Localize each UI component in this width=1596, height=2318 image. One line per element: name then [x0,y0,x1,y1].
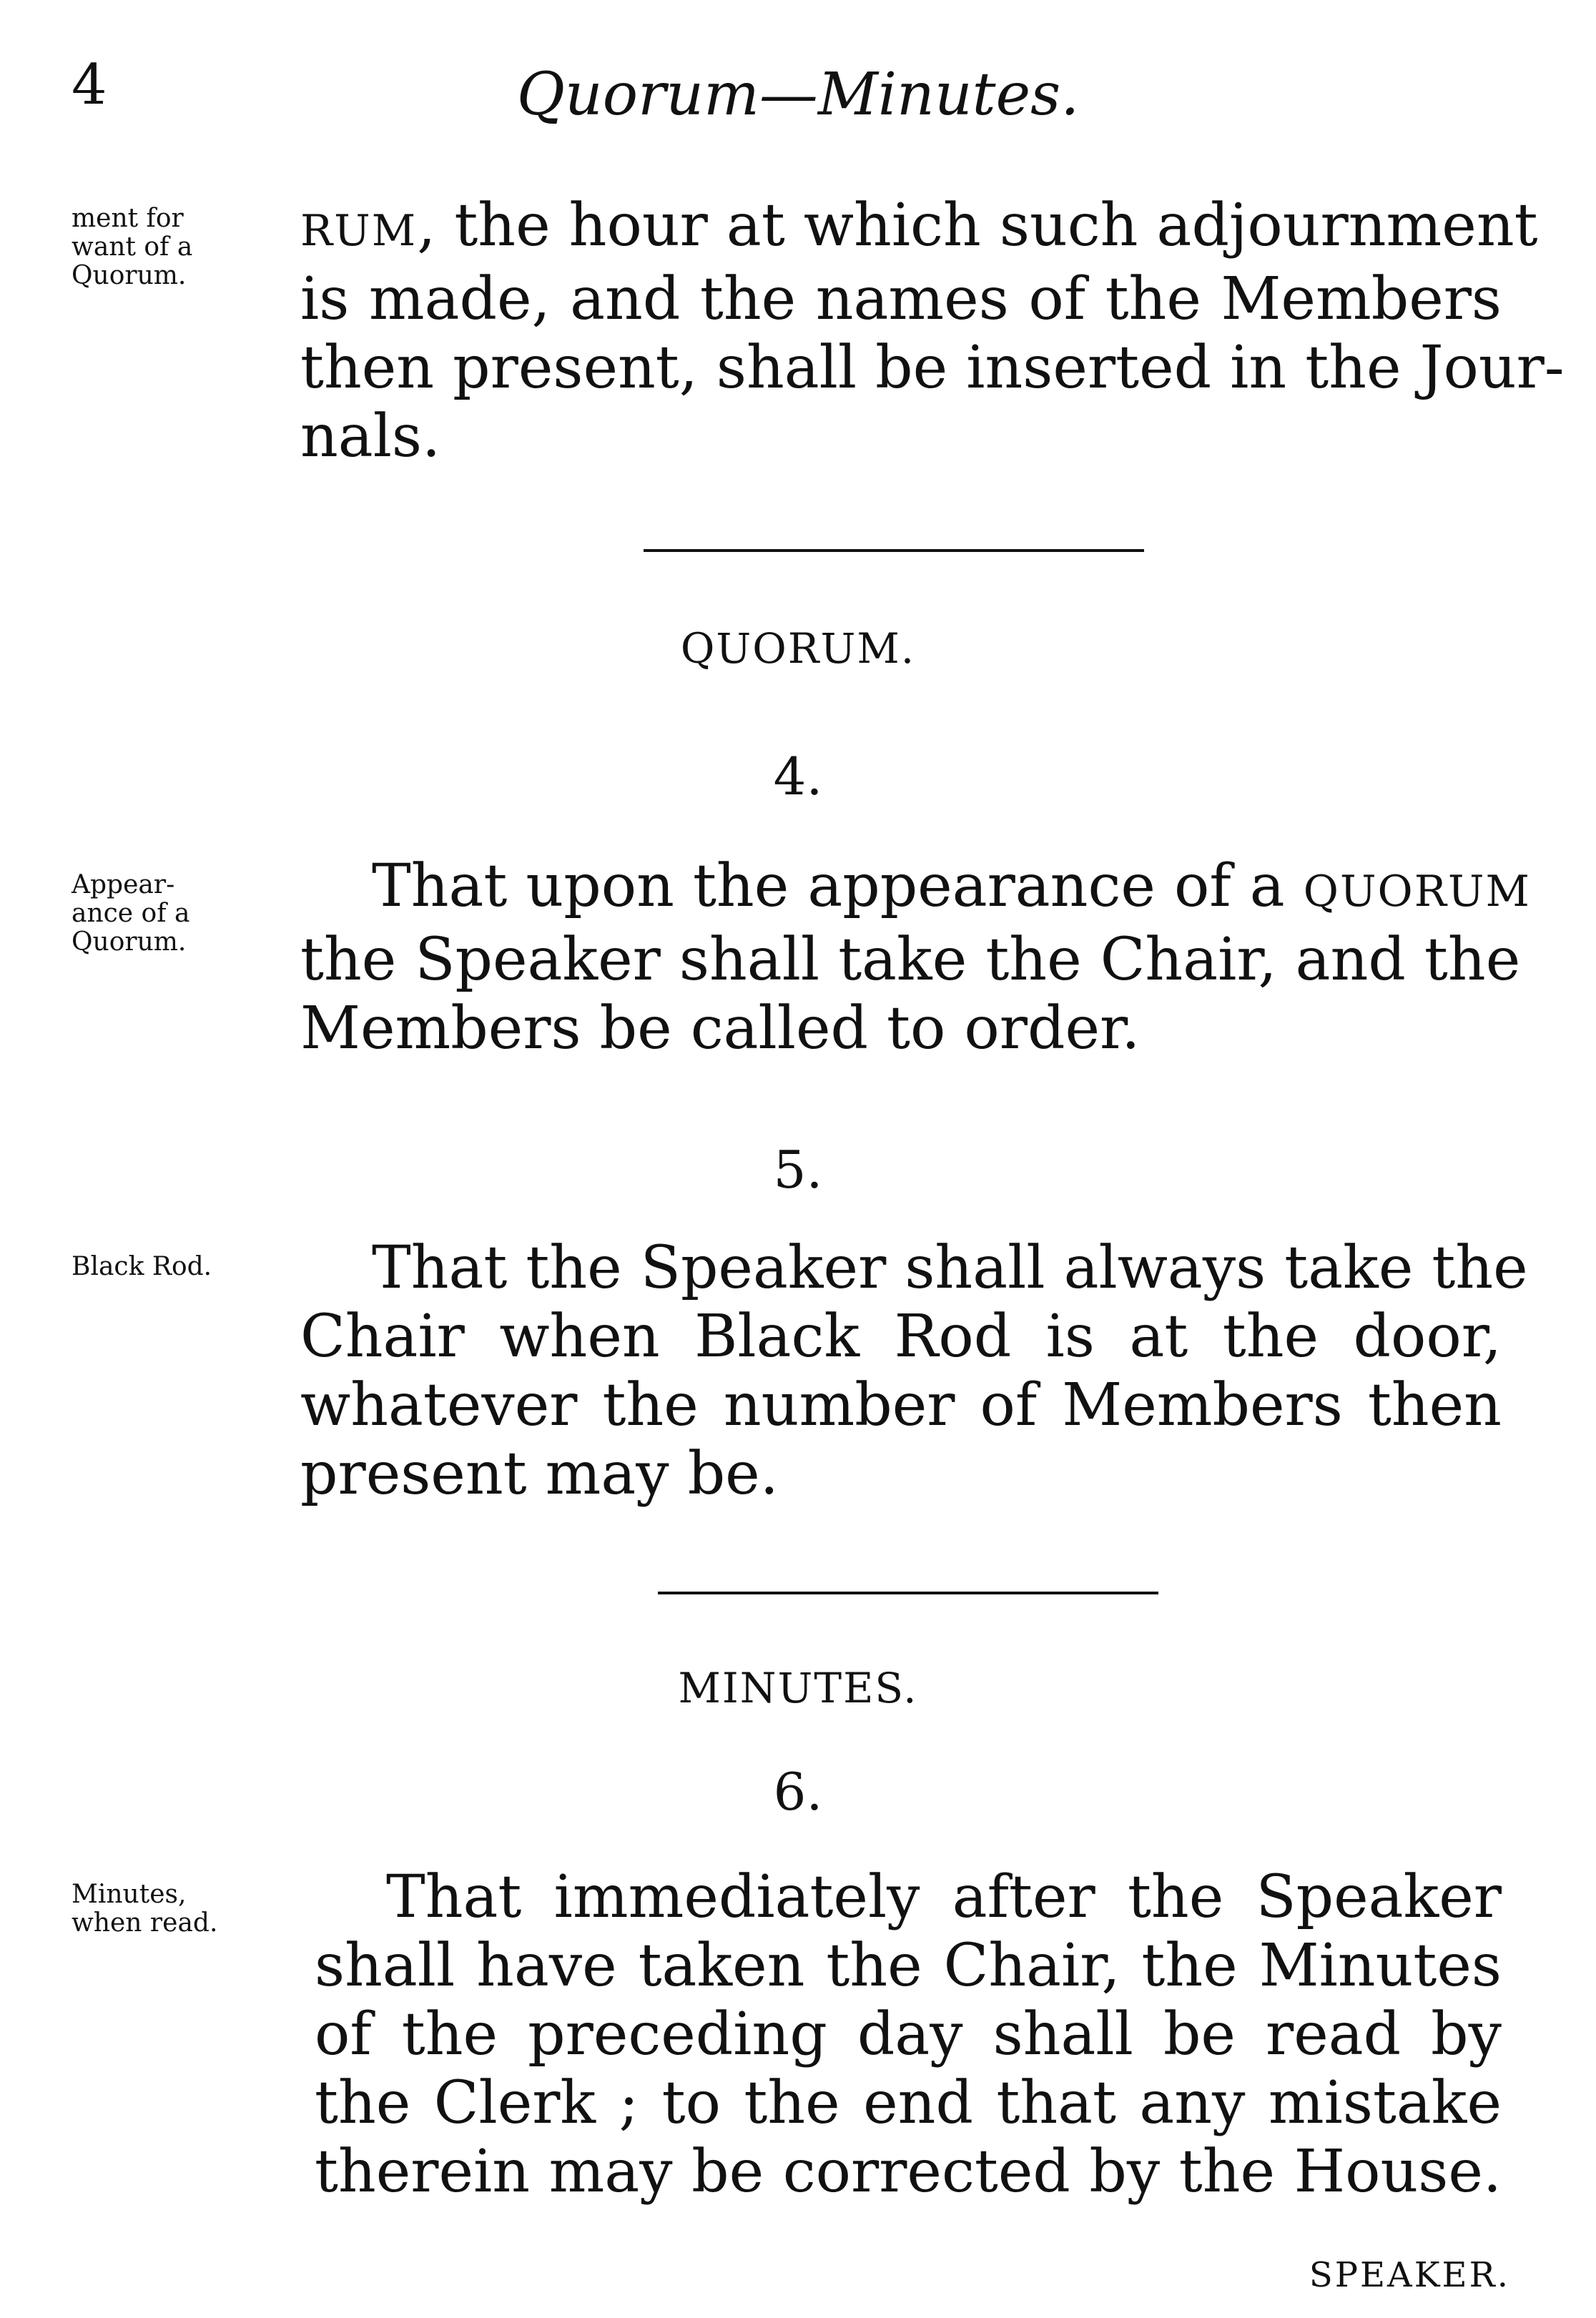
continuation-paragraph [300,192,1565,471]
section-heading-quorum: QUORUM. [680,624,916,673]
paragraph-line: shall have taken the Chair, the Minutes [315,1932,1502,2000]
paragraph-line: of the preceding day shall be read by [315,2001,1502,2068]
margin-note-black-rod [72,1253,272,1281]
rule-number: 5. [773,1140,823,1200]
paragraph-line: That the Speaker shall always take the [372,1234,1528,1302]
margin-note-line: Minutes, [72,1880,187,1909]
section-heading-minutes: MINUTES. [678,1664,918,1712]
paragraph-line: That upon the appearance of a QUORUM [372,852,1531,920]
section-divider [644,549,1144,552]
margin-note-adjournment [72,204,272,290]
small-caps-word: RUM [300,206,418,256]
margin-note-line: Black Rod. [72,1252,212,1281]
paragraph-line: Members be called to order. [300,995,1141,1062]
margin-note-minutes [72,1880,272,1938]
paragraph-line: Chair when Black Rod is at the door, [300,1303,1502,1371]
rule-paragraph [315,1863,1502,2206]
rule-number: 6. [773,1762,823,1822]
paragraph-line: nals. [300,403,441,470]
paragraph-line: therein may be corrected by the House. [315,2138,1502,2206]
catchword: SPEAKER. [1309,2255,1510,2295]
paragraph-line: the Clerk ; to the end that any mistake [315,2069,1502,2137]
margin-note-appearance [72,871,272,957]
rule-paragraph [300,852,1531,1063]
paragraph-line: then present, shall be inserted in the Jour- [300,334,1565,402]
rule-number: 4. [773,746,823,807]
page-number: 4 [72,53,107,117]
margin-note-line: Quorum. [72,261,187,290]
margin-note-line: Appear- [72,870,175,899]
rule-paragraph [300,1234,1528,1509]
paragraph-line: That immediately after the Speaker [386,1863,1502,1931]
running-head: Quorum—Minutes. [516,61,1080,129]
small-caps-word: QUORUM [1303,867,1531,917]
margin-note-line: want of a [72,232,193,262]
margin-note-line: ment for [72,204,184,233]
paragraph-line: whatever the number of Members then [300,1371,1502,1439]
margin-note-line: Quorum. [72,927,187,957]
paragraph-line: RUM, the hour at which such adjournment [300,192,1538,260]
paragraph-line: the Speaker shall take the Chair, and the [300,926,1521,994]
margin-note-line: ance of a [72,899,190,928]
margin-note-line: when read. [72,1908,218,1938]
section-divider [658,1592,1158,1594]
paragraph-line: present may be. [300,1440,779,1508]
paragraph-line: is made, and the names of the Members [300,265,1502,333]
